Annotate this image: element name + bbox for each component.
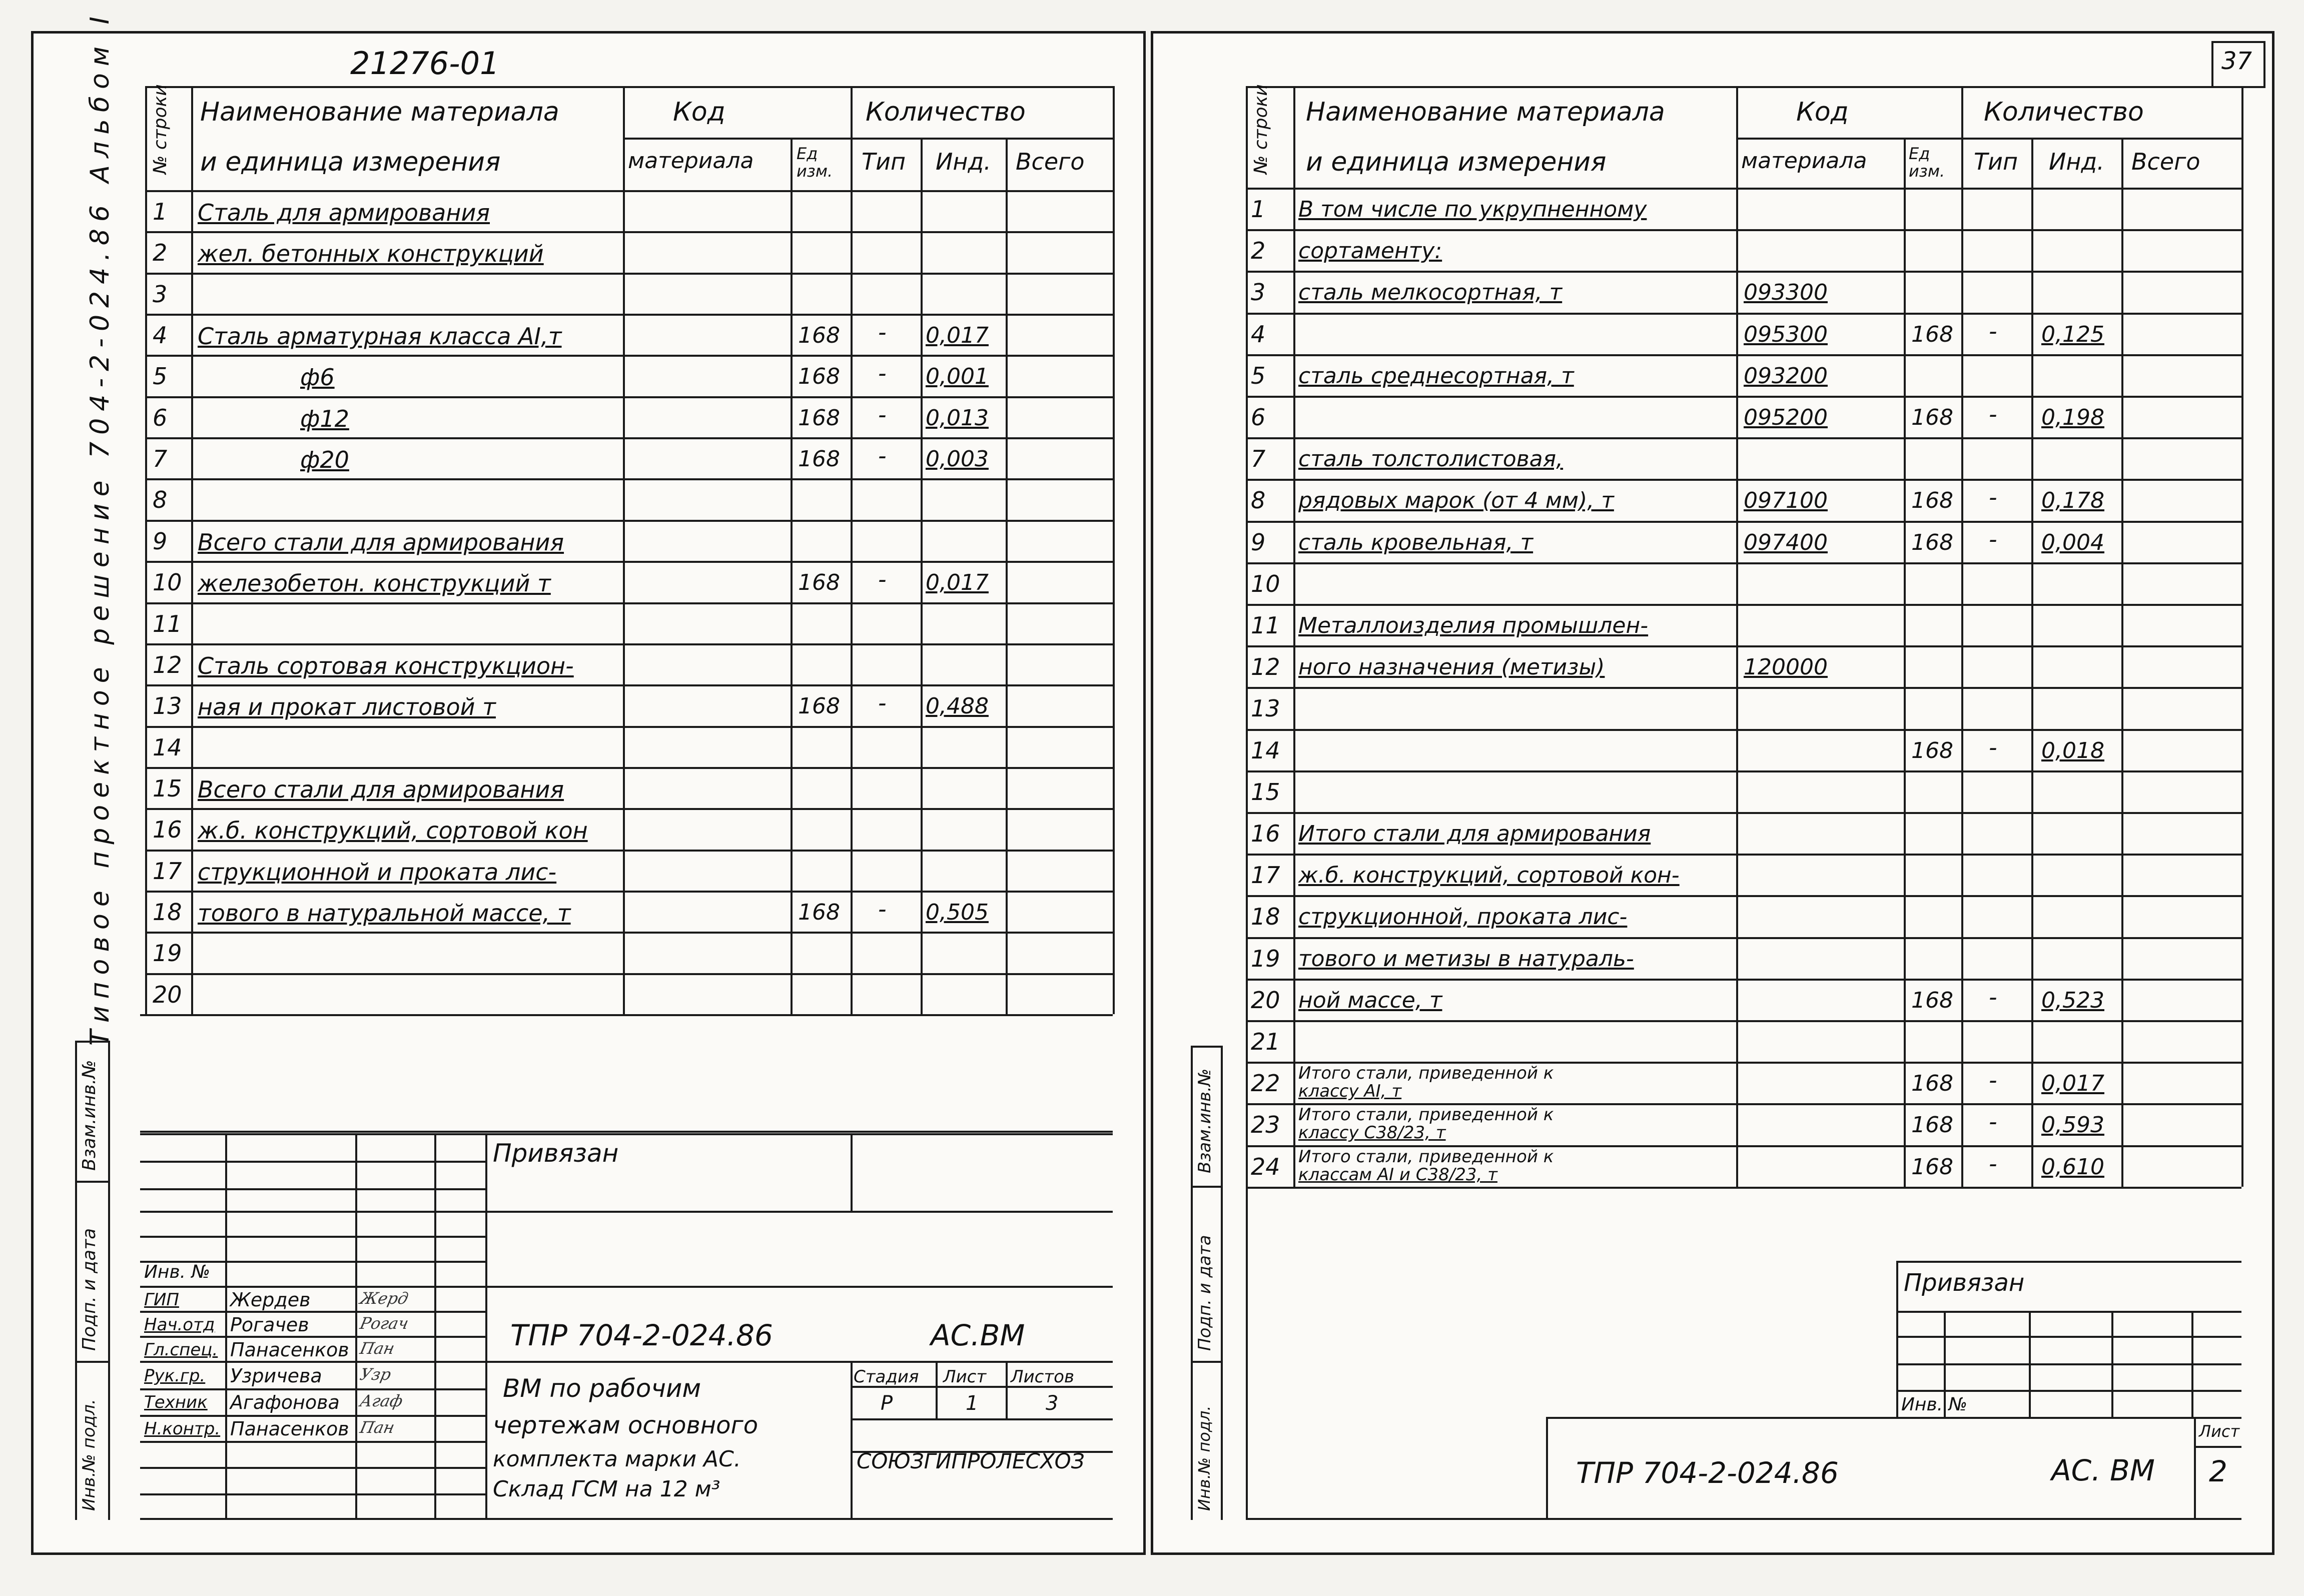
- right-row-name: сталь мелкосортная, т: [1298, 280, 1563, 305]
- left-row-number: 4: [153, 322, 168, 349]
- right-row-number: 12: [1251, 653, 1280, 680]
- right-row-number: 9: [1251, 529, 1266, 556]
- right-row-name: Металлоизделия промышлен-: [1298, 613, 1649, 638]
- right-row-number: 7: [1251, 445, 1266, 472]
- right-row-value: 0,017: [2041, 1071, 2104, 1096]
- right-row-number: 6: [1251, 404, 1266, 431]
- left-stage: Р: [881, 1392, 893, 1415]
- left-row-number: 8: [153, 486, 168, 513]
- right-row-name-line1: Итого стали, приведенной к: [1298, 1147, 1554, 1167]
- staff-role: ГИП: [144, 1290, 179, 1310]
- left-header-ind: Инд.: [936, 148, 991, 175]
- left-row-name: Всего стали для армирования: [198, 776, 564, 803]
- left-row-number: 15: [153, 775, 182, 802]
- right-row-value: 0,198: [2041, 405, 2104, 430]
- left-row-name: Сталь для армирования: [198, 199, 490, 226]
- right-row-number: 4: [1251, 321, 1266, 348]
- right-row-unit: 168: [1911, 988, 1953, 1013]
- right-row-number: 1: [1251, 196, 1266, 223]
- right-row-number: 14: [1251, 737, 1280, 764]
- left-sheet: 1: [966, 1392, 979, 1415]
- right-row-number: 23: [1251, 1111, 1280, 1138]
- staff-signature: Узр: [358, 1365, 393, 1384]
- right-row-type: -: [1989, 484, 1997, 511]
- left-row-number: 3: [153, 281, 168, 308]
- left-row-name: жел. бетонных конструкций: [198, 240, 544, 267]
- left-desc-1: ВМ по рабочим: [503, 1374, 701, 1403]
- left-row-name: Сталь арматурная класса AI,т: [198, 323, 562, 350]
- left-row-number: 17: [153, 858, 182, 885]
- staff-signature: Жерд: [358, 1289, 410, 1308]
- right-row-code: 095300: [1744, 322, 1828, 347]
- right-row-code: 120000: [1744, 654, 1828, 680]
- left-sheets-label: Листов: [1011, 1367, 1075, 1387]
- left-row-number: 18: [153, 899, 182, 926]
- right-stamp-vzam: Взам.инв.№: [1195, 1068, 1215, 1173]
- right-row-name: Итого стали для армирования: [1298, 821, 1651, 847]
- right-row-unit: 168: [1911, 738, 1953, 763]
- left-row-number: 2: [153, 239, 168, 266]
- right-header-num: № строки: [1251, 84, 1271, 174]
- left-row-unit: 168: [798, 900, 840, 925]
- right-inv-no: Инв. №: [1901, 1394, 1968, 1415]
- left-row-name: тового в натуральной массе, т: [198, 900, 571, 927]
- right-row-name: тового и метизы в натураль-: [1298, 946, 1634, 972]
- right-row-name: сталь кровельная, т: [1298, 530, 1533, 555]
- right-sheet-label: Лист: [2199, 1422, 2240, 1441]
- left-row-number: 12: [153, 651, 182, 678]
- right-row-value: 0,004: [2041, 530, 2104, 555]
- left-doc-code: 21276-01: [350, 45, 500, 82]
- left-inv-no: Инв. №: [144, 1262, 211, 1282]
- left-header-total: Всего: [1016, 148, 1085, 175]
- right-row-code: 097400: [1744, 530, 1828, 555]
- right-header-unit: Ед изм.: [1909, 144, 1945, 181]
- left-doc-number: ТПР 704-2-024.86: [510, 1318, 773, 1352]
- right-row-number: 2: [1251, 237, 1266, 264]
- left-row-number: 11: [153, 610, 182, 637]
- right-row-unit: 168: [1911, 322, 1953, 347]
- right-row-type: -: [1989, 1150, 1997, 1177]
- right-row-code: 093200: [1744, 363, 1828, 389]
- left-header-code: Код: [673, 97, 725, 127]
- left-row-unit: 168: [798, 570, 840, 595]
- left-desc-2: чертежам основного: [493, 1411, 758, 1439]
- staff-name: Панасенков: [230, 1339, 349, 1361]
- left-header-name-1: Наименование материала: [200, 97, 559, 127]
- left-row-number: 6: [153, 404, 168, 431]
- right-row-number: 24: [1251, 1153, 1280, 1180]
- right-row-type: -: [1989, 526, 1997, 553]
- left-row-type: -: [878, 689, 887, 716]
- left-desc-4: Склад ГСМ на 12 м³: [493, 1476, 720, 1502]
- left-row-number: 9: [153, 528, 168, 555]
- left-row-value: 0,017: [926, 570, 989, 595]
- staff-signature: Рогач: [358, 1314, 410, 1333]
- left-row-number: 20: [153, 981, 182, 1008]
- right-row-number: 11: [1251, 612, 1280, 639]
- left-row-value: 0,013: [926, 405, 989, 431]
- right-row-type: -: [1989, 318, 1997, 345]
- right-row-value: 0,018: [2041, 738, 2104, 763]
- left-header-type: Тип: [862, 148, 906, 175]
- right-header-ind: Инд.: [2049, 148, 2104, 175]
- left-row-value: 0,017: [926, 323, 989, 348]
- left-row-value: 0,003: [926, 446, 989, 472]
- right-row-name: сталь среднесортная, т: [1298, 363, 1574, 389]
- right-row-name-line2: классу AI, т: [1298, 1081, 1402, 1101]
- left-sheets: 3: [1046, 1392, 1059, 1415]
- right-row-number: 17: [1251, 862, 1280, 889]
- right-header-name-1: Наименование материала: [1306, 97, 1665, 127]
- left-row-name: ф12: [300, 405, 349, 432]
- right-row-value: 0,610: [2041, 1154, 2104, 1180]
- right-row-unit: 168: [1911, 1071, 1953, 1096]
- left-row-type: -: [878, 360, 887, 387]
- right-header-name-2: и единица измерения: [1306, 147, 1607, 177]
- left-row-value: 0,505: [926, 900, 989, 925]
- left-side-title: Типовое проектное решение 704-2-024.86 Альбом I: [85, 10, 115, 1046]
- right-row-number: 22: [1251, 1070, 1280, 1097]
- right-row-number: 16: [1251, 820, 1280, 847]
- right-row-name: ж.б. конструкций, сортовой кон-: [1298, 863, 1680, 888]
- left-stamp-inv: Инв.№ подл.: [79, 1399, 99, 1511]
- left-row-type: -: [878, 896, 887, 923]
- right-row-name: ной массе, т: [1298, 988, 1442, 1013]
- left-stamp-podp: Подп. и дата: [79, 1228, 100, 1351]
- left-desc-3: комплекта марки АС.: [493, 1446, 741, 1472]
- staff-name: Агафонова: [230, 1391, 340, 1413]
- staff-role: Рук.гр.: [144, 1366, 206, 1386]
- staff-role: Н.контр.: [144, 1419, 221, 1439]
- right-row-number: 21: [1251, 1028, 1280, 1055]
- left-row-value: 0,488: [926, 693, 989, 719]
- left-row-number: 14: [153, 734, 182, 761]
- left-row-unit: 168: [798, 446, 840, 472]
- staff-role: Гл.спец.: [144, 1340, 218, 1360]
- left-row-number: 5: [153, 363, 168, 390]
- right-row-value: 0,593: [2041, 1112, 2104, 1138]
- right-privyazan: Привязан: [1904, 1269, 2025, 1297]
- staff-role: Техник: [144, 1392, 208, 1412]
- left-row-name: ж.б. конструкций, сортовой кон: [198, 817, 588, 844]
- left-header-material: материала: [628, 148, 754, 174]
- right-row-name-line1: Итого стали, приведенной к: [1298, 1063, 1554, 1083]
- right-header-quantity: Количество: [1984, 97, 2144, 127]
- left-row-number: 7: [153, 445, 168, 472]
- right-row-name-line2: классу С38/23, т: [1298, 1123, 1446, 1143]
- left-stage-label: Стадия: [854, 1367, 919, 1387]
- left-row-name: Всего стали для армирования: [198, 529, 564, 556]
- left-row-name: железобетон. конструкций т: [198, 570, 551, 597]
- staff-name: Рогачев: [230, 1314, 309, 1336]
- left-row-number: 16: [153, 816, 182, 843]
- right-row-number: 5: [1251, 362, 1266, 389]
- right-row-number: 3: [1251, 279, 1266, 306]
- left-row-type: -: [878, 319, 887, 346]
- right-row-number: 20: [1251, 987, 1280, 1014]
- left-row-unit: 168: [798, 693, 840, 719]
- right-row-number: 15: [1251, 778, 1280, 806]
- right-row-number: 13: [1251, 695, 1280, 722]
- right-row-unit: 168: [1911, 1154, 1953, 1180]
- staff-signature: Пан: [358, 1339, 397, 1358]
- left-row-name: ная и прокат листовой т: [198, 693, 496, 720]
- right-row-name: В том числе по укрупненному: [1298, 197, 1647, 222]
- left-row-type: -: [878, 566, 887, 593]
- left-row-number: 10: [153, 569, 182, 596]
- right-row-name: рядовых марок (от 4 мм), т: [1298, 488, 1614, 513]
- staff-name: Жердев: [230, 1289, 311, 1311]
- right-row-type: -: [1989, 1067, 1997, 1094]
- left-sheet-label: Лист: [943, 1367, 987, 1387]
- left-row-value: 0,001: [926, 364, 989, 389]
- right-row-unit: 168: [1911, 488, 1953, 513]
- right-header-type: Тип: [1974, 148, 2018, 175]
- left-row-unit: 168: [798, 323, 840, 348]
- right-row-name: сортаменту:: [1298, 238, 1442, 264]
- left-row-name: ф6: [300, 364, 335, 391]
- right-header-code: Код: [1796, 97, 1849, 127]
- left-org: СОЮЗГИПРОЛЕСХОЗ: [857, 1449, 1085, 1473]
- left-stamp-vzam: Взам.инв.№: [79, 1060, 100, 1171]
- right-row-type: -: [1989, 401, 1997, 428]
- left-row-number: 19: [153, 940, 182, 967]
- staff-signature: Агаф: [358, 1391, 405, 1410]
- left-row-type: -: [878, 442, 887, 469]
- right-row-name-line2: классам AI и С38/23, т: [1298, 1165, 1497, 1185]
- left-header-quantity: Количество: [866, 97, 1026, 127]
- right-stamp-podp: Подп. и дата: [1195, 1235, 1215, 1351]
- staff-name: Узричева: [230, 1365, 322, 1387]
- right-mark: АС. ВМ: [2051, 1453, 2155, 1487]
- right-row-value: 0,178: [2041, 488, 2104, 513]
- left-row-unit: 168: [798, 364, 840, 389]
- right-row-name-line1: Итого стали, приведенной к: [1298, 1105, 1554, 1125]
- right-row-number: 8: [1251, 487, 1266, 514]
- right-row-unit: 168: [1911, 405, 1953, 430]
- right-row-name: струкционной, проката лис-: [1298, 904, 1628, 930]
- left-row-number: 13: [153, 692, 182, 719]
- right-row-number: 19: [1251, 945, 1280, 972]
- left-row-unit: 168: [798, 405, 840, 431]
- left-row-name: струкционной и проката лис-: [198, 859, 557, 886]
- right-stamp-inv: Инв.№ подл.: [1195, 1405, 1214, 1511]
- right-row-value: 0,125: [2041, 322, 2104, 347]
- left-row-type: -: [878, 401, 887, 428]
- staff-signature: Пан: [358, 1418, 397, 1437]
- right-header-total: Всего: [2131, 148, 2200, 175]
- right-row-number: 10: [1251, 570, 1280, 597]
- right-row-name: ного назначения (метизы): [1298, 654, 1605, 680]
- left-header-name-2: и единица измерения: [200, 147, 501, 177]
- left-privyazan: Привязан: [493, 1139, 619, 1168]
- right-row-code: 097100: [1744, 488, 1828, 513]
- right-sheet: 2: [2209, 1454, 2227, 1488]
- right-row-type: -: [1989, 1108, 1997, 1135]
- left-header-num: № строки: [150, 84, 171, 174]
- right-row-code: 093300: [1744, 280, 1828, 305]
- left-row-name: Сталь сортовая конструкцион-: [198, 652, 574, 679]
- right-row-type: -: [1989, 734, 1997, 761]
- right-row-name: сталь толстолистовая,: [1298, 446, 1564, 472]
- right-header-material: материала: [1741, 148, 1867, 174]
- right-row-code: 095200: [1744, 405, 1828, 430]
- right-row-unit: 168: [1911, 1112, 1953, 1138]
- left-header-unit: Ед изм.: [797, 144, 833, 181]
- right-row-unit: 168: [1911, 530, 1953, 555]
- page-number: 37: [2221, 47, 2252, 75]
- right-row-number: 18: [1251, 903, 1280, 930]
- left-mark: АС.ВМ: [931, 1318, 1025, 1352]
- right-row-type: -: [1989, 984, 1997, 1011]
- left-row-name: ф20: [300, 446, 349, 473]
- right-row-value: 0,523: [2041, 988, 2104, 1013]
- left-row-number: 1: [153, 198, 168, 225]
- staff-role: Нач.отд: [144, 1315, 215, 1335]
- staff-name: Панасенков: [230, 1418, 349, 1440]
- right-doc-number: ТПР 704-2-024.86: [1576, 1456, 1839, 1490]
